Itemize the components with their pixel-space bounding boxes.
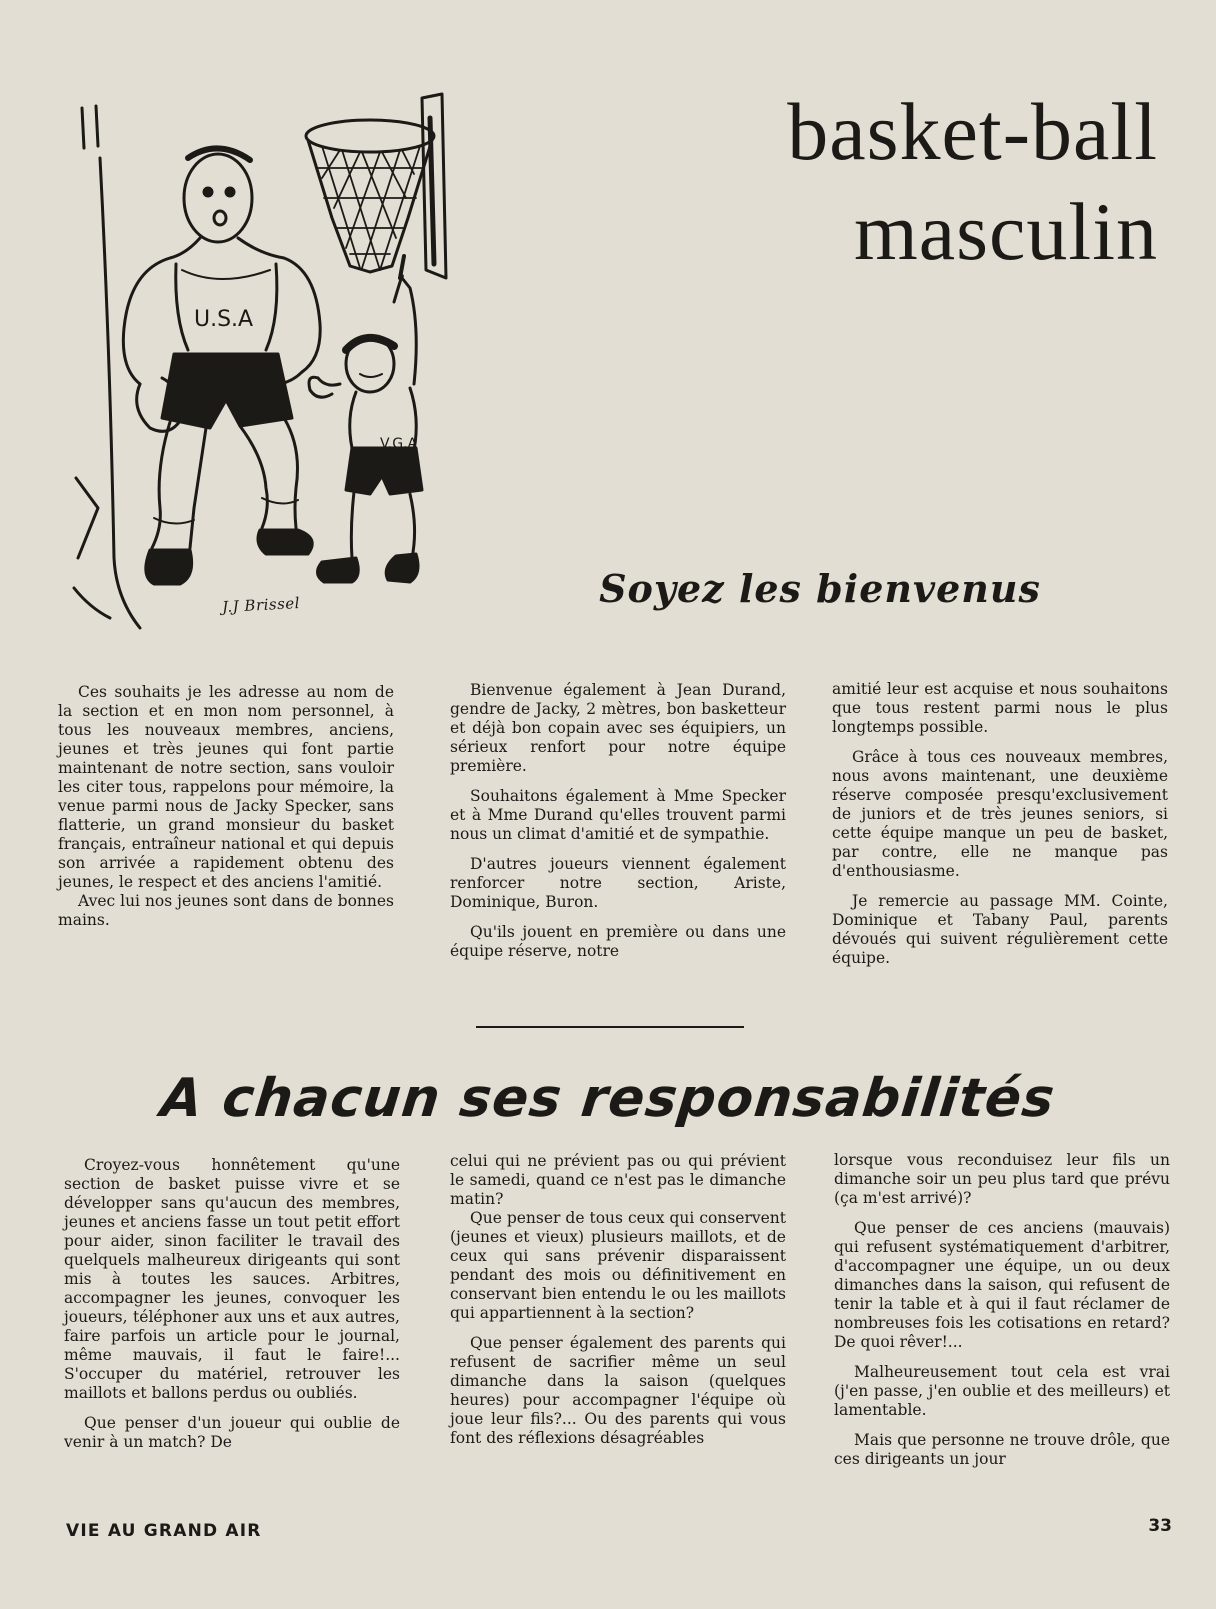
paragraph: Bienvenue également à Jean Durand, gendre de Jacky, 2 mètres, bon basketteur et déjà bon copain avec ses équipiers, un sérieux renfort pour notre équipe première.	[450, 681, 786, 775]
paragraph: lorsque vous reconduisez leur fils un dimanche soir un peu plus tard que prévu (ça m'est arrivé)?	[834, 1151, 1170, 1207]
illustrator-signature: J.J Brissel	[221, 593, 301, 617]
paragraph: Je remercie au passage MM. Cointe, Dominique et Tabany Paul, parents dévoués qui suivent régulièrement cette équipe.	[832, 892, 1168, 967]
page-number: 33	[1148, 1516, 1172, 1536]
paragraph: Malheureusement tout cela est vrai (j'en passe, j'en oublie et des meilleurs) et lamentable.	[834, 1363, 1170, 1419]
paragraph: amitié leur est acquise et nous souhaitons que tous restent parmi nous le plus longtemps possible.	[832, 680, 1168, 736]
paragraph: Avec lui nos jeunes sont dans de bonnes mains.	[58, 892, 394, 929]
section-divider	[476, 1026, 744, 1028]
article-2-column-3	[834, 1151, 1170, 1480]
paragraph: celui qui ne prévient pas ou qui prévient le samedi, quand ce n'est pas le dimanche matin?	[450, 1152, 786, 1208]
article-2-heading: A chacun ses responsabilités	[158, 1068, 1058, 1129]
article-2-column-2	[450, 1152, 786, 1459]
svg-text:U.S.A: U.S.A	[194, 307, 254, 332]
paragraph: Souhaitons également à Mme Specker et à Mme Durand qu'elles trouvent parmi nous un climat d'amitié et de sympathie.	[450, 787, 786, 843]
paragraph: Mais que personne ne trouve drôle, que ces dirigeants un jour	[834, 1431, 1170, 1468]
paragraph: Croyez-vous honnêtement qu'une section de basket puisse vivre et se développer sans qu'aucun des membres, jeunes et anciens fasse un tout petit effort pour aider, sinon faciliter le travail des quelquels malheureux dirigeants qui sont mis à toutes les sauces. Arbitres, accompagner les jeunes, convoquer les joueurs, téléphoner aux uns et aux autres, faire parfois un article pour le journal, même mauvais, il faut le faire!... S'occuper du matériel, retrouver les maillots et ballons perdus ou oubliés.	[64, 1156, 400, 1402]
paragraph: Grâce à tous ces nouveaux membres, nous avons maintenant, une deuxième réserve composée presqu'exclusivement de juniors et de très jeunes seniors, si cette équipe manque un peu de basket, par contre, elle ne manque pas d'enthousiasme.	[832, 748, 1168, 880]
paragraph: Que penser de ces anciens (mauvais) qui refusent systématiquement d'arbitrer, d'accompagner une équipe, un ou deux dimanches dans la saison, qui refusent de tenir la table et à qui il faut réclamer de nombreuses fois les cotisations en retard? De quoi rêver!...	[834, 1219, 1170, 1351]
paragraph: Que penser de tous ceux qui conservent (jeunes et vieux) plusieurs maillots, et de ceux qui sans prévenir disparaissent pendant des mois ou définitivement en conservant bien entendu le ou les maillots qui appartiennent à la section?	[450, 1209, 786, 1322]
article-1-column-1	[58, 683, 394, 941]
svg-text:V.G.A: V.G.A	[380, 436, 418, 452]
article-1-column-3	[832, 680, 1168, 979]
title-line-1: basket-ball	[787, 86, 1158, 177]
paragraph: Ces souhaits je les adresse au nom de la section et en mon nom personnel, à tous les nouveaux membres, anciens, jeunes et très jeunes qui font partie maintenant de notre section, sans vouloir les citer tous, rappelons pour mémoire, la venue parmi nous de Jacky Specker, sans flatterie, un grand monsieur du basket français, entraîneur national et qui depuis son arrivée a rapidement obtenu des jeunes, le respect et des anciens l'amitié.	[58, 683, 394, 891]
paragraph: Qu'ils jouent en première ou dans une équipe réserve, notre	[450, 923, 786, 960]
article-1-column-2	[450, 681, 786, 972]
paragraph: D'autres joueurs viennent également renforcer notre section, Ariste, Dominique, Buron.	[450, 855, 786, 911]
basketball-cartoon-icon	[70, 88, 470, 648]
paragraph: Que penser d'un joueur qui oublie de venir à un match? De	[64, 1414, 400, 1451]
article-1-heading: Soyez les bienvenus	[599, 566, 1041, 611]
article-2-column-1	[64, 1156, 400, 1463]
title-line-2: masculin	[853, 186, 1158, 277]
page-title	[598, 82, 1158, 282]
magazine-name: VIE AU GRAND AIR	[66, 1521, 262, 1541]
paragraph: Que penser également des parents qui refusent de sacrifier même un seul dimanche dans la saison (quelques heures) pour accompagner l'équipe où joue leur fils?... Ou des parents qui vous font des réflexions désagréables	[450, 1334, 786, 1447]
